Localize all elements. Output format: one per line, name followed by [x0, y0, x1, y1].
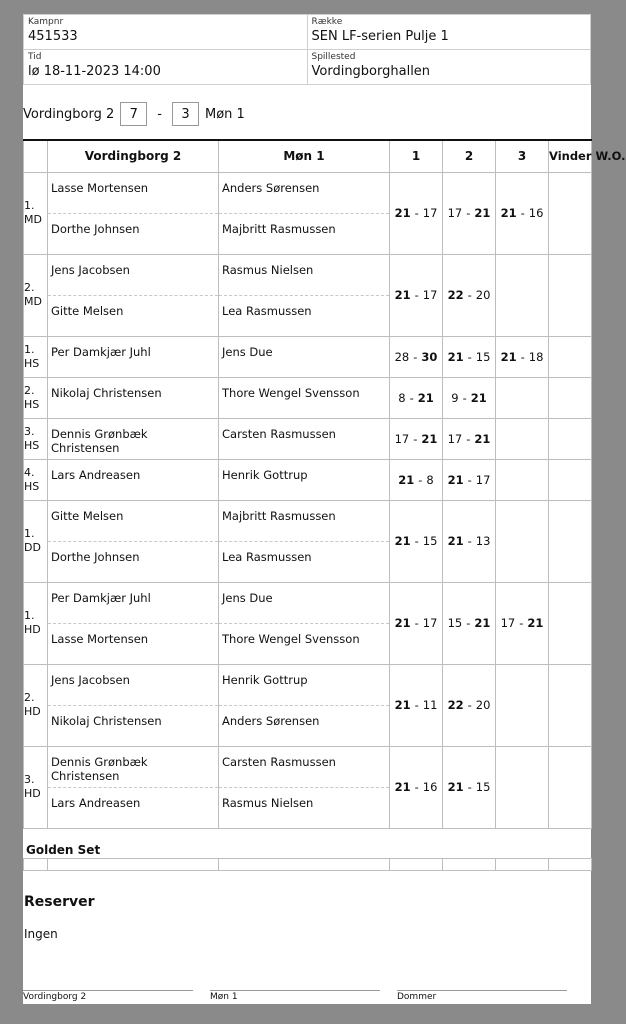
kampnr-cell: [24, 15, 308, 50]
match-sheet: [23, 14, 626, 1004]
home-player-name: Nikolaj Christensen: [48, 705, 218, 746]
winner-wo-cell: [549, 418, 592, 459]
away-player-name: Henrik Gottrup: [222, 672, 308, 687]
set-2-score: [443, 377, 496, 418]
home-points: 21: [447, 534, 464, 548]
away-player-name: Carsten Rasmussen: [222, 426, 336, 441]
match-category: 1. DD: [24, 500, 48, 582]
match-row: [24, 336, 592, 377]
match-row: [24, 418, 592, 459]
winner-wo-cell: [549, 254, 592, 336]
away-player-name: Lea Rasmussen: [219, 541, 389, 582]
score-separator: -: [409, 390, 414, 405]
tid-label: Tid: [28, 52, 42, 62]
set-2-score: [443, 336, 496, 377]
winner-wo-cell: [549, 459, 592, 500]
home-player-name: Dennis Grønbæk Christensen: [51, 426, 148, 455]
reserver-title: Reserver: [24, 894, 95, 910]
tid-value: lø 18-11-2023 14:00: [28, 64, 161, 79]
home-points: 9: [451, 390, 459, 405]
home-players-cell: [48, 459, 219, 500]
match-row: [24, 746, 592, 828]
winner-wo-cell: [549, 582, 592, 664]
score-separator: -: [413, 349, 418, 364]
away-player-name: Majbritt Rasmussen: [222, 508, 336, 523]
match-row: [24, 172, 592, 254]
score-separator: -: [467, 534, 472, 548]
away-points: 13: [475, 534, 491, 548]
away-player-name: Rasmus Nielsen: [222, 262, 314, 277]
home-players-cell: [48, 418, 219, 459]
set-1-score: [390, 336, 443, 377]
score-separator: -: [414, 206, 419, 220]
away-player-name: Anders Sørensen: [222, 180, 320, 195]
match-row: [24, 377, 592, 418]
set-1-score: [390, 254, 443, 336]
set-2-score: [443, 459, 496, 500]
home-points: 21: [447, 472, 464, 487]
home-points: 21: [394, 206, 411, 220]
col-home-team: Vordingborg 2: [48, 140, 219, 172]
col-category: [24, 140, 48, 172]
home-player-name: Lasse Mortensen: [48, 623, 218, 664]
away-players-cell: [219, 664, 390, 746]
home-points: 28: [394, 349, 410, 364]
winner-wo-cell: [549, 377, 592, 418]
home-points: 22: [447, 288, 464, 302]
match-category: 3. HD: [24, 746, 48, 828]
home-player-name: Nikolaj Christensen: [51, 385, 162, 400]
home-points: 17: [447, 206, 463, 220]
home-points: 21: [398, 472, 415, 487]
match-row: [24, 664, 592, 746]
home-player-name: Gitte Melsen: [51, 508, 124, 523]
home-points: 21: [447, 349, 464, 364]
set-1-score: [390, 746, 443, 828]
score-separator: -: [466, 616, 471, 630]
home-points: 21: [394, 288, 411, 302]
set-2-score: [443, 254, 496, 336]
home-points: 17: [394, 431, 410, 446]
home-players-cell: [48, 172, 219, 254]
set-3-score: [496, 664, 549, 746]
home-players-cell: [48, 746, 219, 828]
set-3-score: [496, 377, 549, 418]
result-away-score: 3: [172, 102, 199, 126]
set-1-score: [390, 664, 443, 746]
home-players-cell: [48, 582, 219, 664]
kampnr-label: Kampnr: [28, 17, 64, 27]
away-players-cell: [219, 746, 390, 828]
score-separator: -: [467, 288, 472, 302]
home-points: 21: [500, 349, 517, 364]
away-player-name: Thore Wengel Svensson: [219, 623, 389, 664]
away-points: 21: [527, 616, 544, 630]
set-2-score: [443, 746, 496, 828]
home-player-name: Jens Jacobsen: [51, 672, 130, 687]
home-players-cell: [48, 664, 219, 746]
set-3-score: [496, 582, 549, 664]
home-player-name: Dennis Grønbæk Christensen: [51, 754, 148, 783]
spillested-label: Spillested: [311, 52, 356, 62]
set-1-score: [390, 459, 443, 500]
away-points: 20: [475, 288, 491, 302]
score-separator: -: [520, 206, 525, 220]
away-points: 21: [421, 431, 438, 446]
set-3-score: [496, 459, 549, 500]
away-points: 15: [475, 349, 491, 364]
away-points: 18: [528, 349, 544, 364]
away-points: 11: [422, 698, 438, 712]
winner-wo-cell: [549, 336, 592, 377]
home-player-name: Dorthe Johnsen: [48, 541, 218, 582]
home-players-cell: [48, 336, 219, 377]
away-points: 21: [470, 390, 487, 405]
score-separator: -: [467, 472, 472, 487]
home-player-name: Lasse Mortensen: [51, 180, 149, 195]
away-player-name: Jens Due: [222, 344, 273, 359]
home-points: 21: [394, 780, 411, 794]
reserver-value: Ingen: [24, 927, 58, 941]
away-player-name: Carsten Rasmussen: [222, 754, 336, 769]
away-player-name: Rasmus Nielsen: [219, 787, 389, 828]
set-3-score: [496, 746, 549, 828]
away-points: 21: [474, 616, 491, 630]
set-2-score: [443, 500, 496, 582]
away-points: 17: [422, 206, 438, 220]
home-points: 21: [394, 616, 411, 630]
away-points: 8: [426, 472, 434, 487]
tid-cell: [24, 50, 308, 85]
match-category: 1. HD: [24, 582, 48, 664]
score-separator: -: [462, 390, 467, 405]
away-points: 17: [422, 616, 438, 630]
signature-referee: Dommer: [397, 990, 567, 1004]
set-2-score: [443, 172, 496, 254]
home-points: 21: [500, 206, 517, 220]
set-1-score: [390, 172, 443, 254]
home-points: 8: [398, 390, 406, 405]
set-3-score: [496, 500, 549, 582]
set-3-score: [496, 172, 549, 254]
match-category: 2. HD: [24, 664, 48, 746]
home-points: 21: [394, 534, 411, 548]
away-points: 21: [474, 431, 491, 446]
score-separator: -: [519, 616, 524, 630]
set-1-score: [390, 377, 443, 418]
col-winner-wo: Vinder W.O.: [549, 140, 592, 172]
home-players-cell: [48, 500, 219, 582]
result-home-team: Vordingborg 2: [23, 106, 115, 122]
away-points: 15: [422, 534, 438, 548]
match-category: 2. HS: [24, 377, 48, 418]
result-home-score: 7: [120, 102, 147, 126]
score-separator: -: [466, 206, 471, 220]
away-players-cell: [219, 459, 390, 500]
match-row: [24, 254, 592, 336]
home-player-name: Per Damkjær Juhl: [51, 344, 151, 359]
home-players-cell: [48, 254, 219, 336]
home-points: 22: [447, 698, 464, 712]
score-separator: -: [520, 349, 525, 364]
set-3-score: [496, 418, 549, 459]
match-category: 2. MD: [24, 254, 48, 336]
set-3-score: [496, 254, 549, 336]
raekke-label: Række: [311, 17, 343, 27]
set-2-score: [443, 418, 496, 459]
away-points: 17: [422, 288, 438, 302]
away-points: 17: [475, 472, 491, 487]
away-points: 15: [475, 780, 491, 794]
away-player-name: Thore Wengel Svensson: [222, 385, 360, 400]
score-separator: -: [413, 431, 418, 446]
away-player-name: Jens Due: [222, 590, 273, 605]
home-player-name: Dorthe Johnsen: [48, 213, 218, 254]
home-player-name: Per Damkjær Juhl: [51, 590, 151, 605]
home-player-name: Lars Andreasen: [51, 467, 141, 482]
col-set-3: 3: [496, 140, 549, 172]
set-2-score: [443, 582, 496, 664]
kampnr-value: 451533: [28, 29, 78, 44]
home-points: 21: [447, 780, 464, 794]
score-separator: -: [414, 698, 419, 712]
set-3-score: [496, 336, 549, 377]
score-separator: -: [467, 698, 472, 712]
home-players-cell: [48, 377, 219, 418]
score-separator: -: [467, 780, 472, 794]
set-1-score: [390, 418, 443, 459]
match-row: [24, 459, 592, 500]
col-away-team: Møn 1: [219, 140, 390, 172]
home-points: 21: [394, 698, 411, 712]
away-players-cell: [219, 582, 390, 664]
raekke-value: SEN LF-serien Pulje 1: [311, 29, 449, 44]
home-points: 17: [500, 616, 516, 630]
score-separator: -: [414, 534, 419, 548]
golden-set-row: [23, 840, 592, 871]
match-row: [24, 500, 592, 582]
score-separator: -: [467, 349, 472, 364]
away-points: 16: [528, 206, 544, 220]
away-player-name: Henrik Gottrup: [222, 467, 308, 482]
home-points: 15: [447, 616, 463, 630]
matches-table: [23, 139, 626, 829]
match-category: 1. HS: [24, 336, 48, 377]
golden-set-title: Golden Set: [26, 843, 101, 857]
set-1-score: [390, 582, 443, 664]
away-players-cell: [219, 418, 390, 459]
score-separator: -: [418, 472, 423, 487]
match-result: [23, 99, 245, 129]
winner-wo-cell: [549, 746, 592, 828]
away-points: 20: [475, 698, 491, 712]
home-player-name: Lars Andreasen: [48, 787, 218, 828]
col-set-1: 1: [390, 140, 443, 172]
winner-wo-cell: [549, 664, 592, 746]
col-set-2: 2: [443, 140, 496, 172]
spillested-value: Vordingborghallen: [311, 64, 431, 79]
score-separator: -: [466, 431, 471, 446]
winner-wo-cell: [549, 500, 592, 582]
score-separator: -: [414, 288, 419, 302]
match-category: 3. HS: [24, 418, 48, 459]
raekke-cell: [307, 15, 591, 50]
away-players-cell: [219, 500, 390, 582]
away-player-name: Lea Rasmussen: [219, 295, 389, 336]
away-players-cell: [219, 172, 390, 254]
signature-home: Vordingborg 2: [23, 990, 193, 1004]
score-separator: -: [414, 780, 419, 794]
winner-wo-cell: [549, 172, 592, 254]
away-player-name: Anders Sørensen: [219, 705, 389, 746]
away-points: 16: [422, 780, 438, 794]
match-category: 4. HS: [24, 459, 48, 500]
home-player-name: Jens Jacobsen: [51, 262, 130, 277]
away-players-cell: [219, 336, 390, 377]
result-dash: -: [157, 106, 162, 122]
score-separator: -: [414, 616, 419, 630]
set-1-score: [390, 500, 443, 582]
match-header: [23, 14, 591, 85]
home-player-name: Gitte Melsen: [48, 295, 218, 336]
away-points: 21: [417, 390, 434, 405]
away-player-name: Majbritt Rasmussen: [219, 213, 389, 254]
away-points: 30: [421, 349, 438, 364]
match-row: [24, 582, 592, 664]
away-players-cell: [219, 377, 390, 418]
away-players-cell: [219, 254, 390, 336]
home-points: 17: [447, 431, 463, 446]
signature-away: Møn 1: [210, 990, 380, 1004]
spillested-cell: [307, 50, 591, 85]
match-category: 1. MD: [24, 172, 48, 254]
set-2-score: [443, 664, 496, 746]
away-points: 21: [474, 206, 491, 220]
result-away-team: Møn 1: [205, 106, 245, 122]
